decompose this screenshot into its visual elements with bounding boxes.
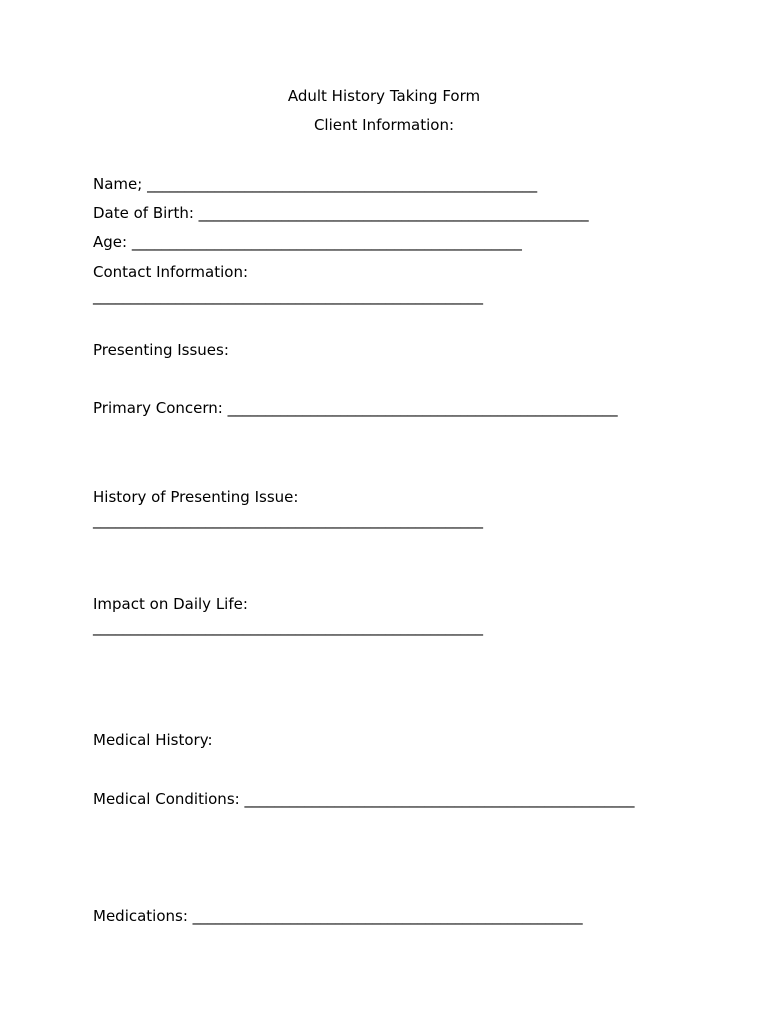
contact-information-label: Contact Information:	[93, 263, 249, 281]
section-heading-medical-history: Medical History:	[93, 731, 213, 749]
history-of-presenting-issue-label: History of Presenting Issue:	[93, 488, 299, 506]
medical-conditions-field: Medical Conditions: ____________________________________________________	[93, 790, 635, 808]
section-heading-presenting-issues: Presenting Issues:	[93, 341, 229, 359]
section-heading-client-information: Client Information:	[313, 116, 455, 134]
impact-on-daily-life-blank: ____________________________________________________	[93, 618, 483, 636]
age-field: Age: ____________________________________________________	[93, 233, 522, 251]
impact-on-daily-life-label: Impact on Daily Life:	[93, 595, 248, 613]
medications-field: Medications: ____________________________________________________	[93, 907, 583, 925]
history-of-presenting-issue-blank: ____________________________________________________	[93, 511, 483, 529]
form-title: Adult History Taking Form	[287, 87, 481, 105]
primary-concern-field: Primary Concern: ____________________________________________________	[93, 399, 618, 417]
name-field: Name; ____________________________________________________	[93, 175, 538, 193]
date-of-birth-field: Date of Birth: ____________________________________________________	[93, 204, 589, 222]
contact-information-blank: ____________________________________________________	[93, 287, 483, 305]
